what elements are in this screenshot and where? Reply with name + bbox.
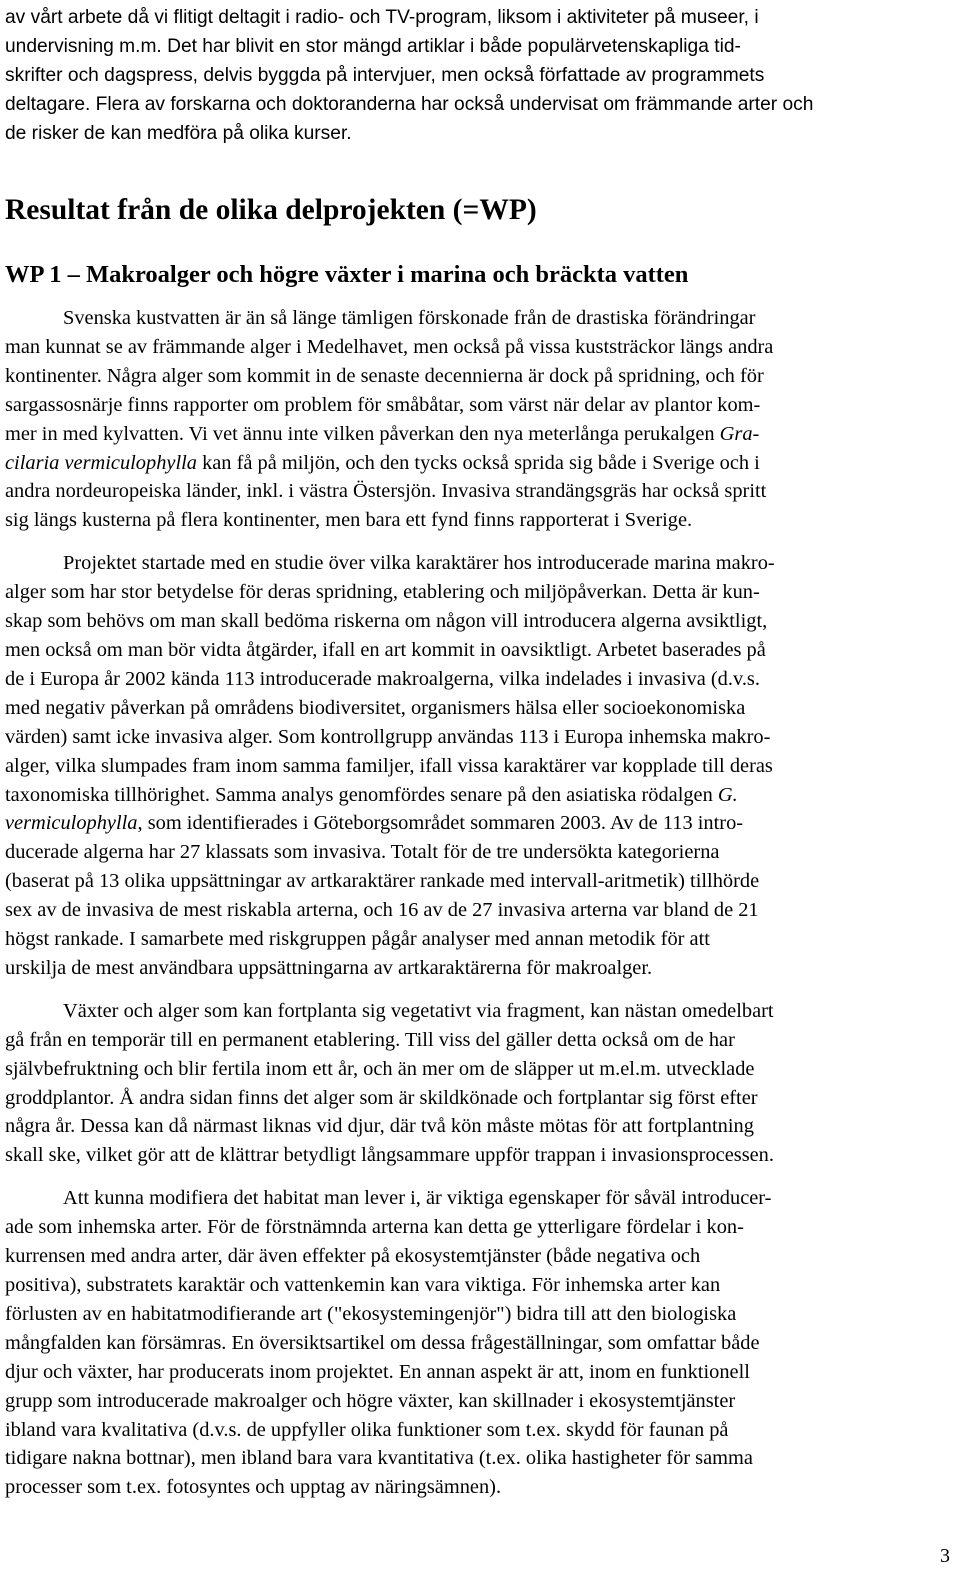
intro-paragraph — [5, 3, 953, 148]
text-line — [5, 420, 953, 449]
subsection-heading: WP 1 – Makroalger och högre växter i marina och bräckta vatten — [5, 261, 689, 288]
text-line: skrifter och dagspress, delvis byggda på intervjuer, men också författade av programmets — [5, 65, 765, 86]
text-line: mångfalden kan försämras. En översiktsartikel om dessa frågeställningar, som omfattar både — [5, 1331, 760, 1354]
text-line: skall ske, vilket gör att de klättrar betydligt långsammare uppför trappan i invasionsprocessen. — [5, 1144, 774, 1167]
text-line: djur och växter, har producerats inom projektet. En annan aspekt är att, inom en funktionell — [5, 1360, 750, 1383]
page-number: 3 — [940, 1545, 950, 1567]
text-span: , som identifierades i Göteborgsområdet sommaren 2003. Av de 113 intro- — [137, 812, 744, 835]
text-line: kurrensen med andra arter, där även effekter på ekosystemtjänster (både negativa och — [5, 1245, 701, 1268]
text-line: andra nordeuropeiska länder, inkl. i västra Östersjön. Invasiva strandängsgräs har också spritt — [5, 480, 767, 503]
text-line: grupp som introducerade makroalger och högre växter, kan skillnader i ekosystemtjänster — [5, 1389, 736, 1412]
text-line: Växter och alger som kan fortplanta sig vegetativt via fragment, kan nästan omedelbart — [63, 999, 774, 1022]
paragraph-4 — [5, 1184, 953, 1502]
text-line — [5, 809, 953, 838]
text-line: urskilja de mest användbara uppsättningarna av artkaraktärerna för makroalger. — [5, 956, 653, 979]
text-line: de i Europa år 2002 kända 113 introducerade makroalgerna, vilka indelades i invasiva (d.v.s. — [5, 667, 760, 690]
text-line: med negativ påverkan på områdens biodiversitet, organismers hälsa eller socioekonomiska — [5, 696, 746, 719]
species-name: cilaria vermiculophylla — [5, 451, 197, 474]
text-line: men också om man bör vidta åtgärder, ifall en art kommit in oavsiktligt. Arbetet baserades på — [5, 638, 766, 661]
text-line — [5, 781, 953, 810]
species-name: Gra- — [719, 422, 760, 445]
text-line — [5, 449, 953, 478]
paragraph-3 — [5, 997, 953, 1170]
text-line: processer som t.ex. fotosyntes och upptag av näringsämnen). — [5, 1476, 502, 1499]
text-line: ade som inhemska arter. För de förstnämnda arterna kan detta ge ytterligare fördelar i kon- — [5, 1216, 744, 1239]
text-line: förlusten av en habitatmodifierande art ("ekosystemingenjör") bidra till att den biologiska — [5, 1302, 737, 1325]
text-line: de risker de kan medföra på olika kurser. — [5, 123, 352, 144]
text-line: (baserat på 13 olika uppsättningar av artkaraktärer rankade med intervall-aritmetik) tillhörde — [5, 870, 760, 893]
text-line: av vårt arbete då vi flitigt deltagit i radio- och TV-program, liksom i aktiviteter på museer, i — [5, 7, 759, 28]
text-line: ibland vara kvalitativa (d.v.s. de uppfyller olika funktioner som t.ex. skydd för faunan på — [5, 1418, 729, 1441]
text-span: kan få på miljön, och den tycks också sprida sig både i Sverige och i — [196, 451, 760, 474]
text-line: alger som har stor betydelse för deras spridning, etablering och miljöpåverkan. Detta är kun- — [5, 581, 760, 604]
document-page — [5, 0, 953, 1502]
text-line: sex av de invasiva de mest riskabla arterna, och 16 av de 27 invasiva arterna var bland de 21 — [5, 899, 759, 922]
text-line: sargassosnärje finns rapporter om problem för småbåtar, som värst när delar av plantor kom- — [5, 393, 761, 416]
text-line: deltagare. Flera av forskarna och doktoranderna har också undervisat om främmande arter och — [5, 94, 814, 115]
text-line: värden) samt icke invasiva alger. Som kontrollgrupp användas 113 i Europa inhemska makro- — [5, 725, 771, 748]
text-span: taxonomiska tillhörighet. Samma analys genomfördes senare på den asiatiska rödalgen — [5, 783, 718, 806]
text-line: Projektet startade med en studie över vilka karaktärer hos introducerade marina makro- — [63, 552, 775, 575]
text-line: undervisning m.m. Det har blivit en stor mängd artiklar i både populärvetenskapliga tid- — [5, 36, 741, 57]
species-name: G. — [717, 783, 738, 806]
text-line: gå från en temporär till en permanent etablering. Till viss del gäller detta också om de har — [5, 1028, 735, 1051]
paragraph-2 — [5, 549, 953, 983]
text-line: tidigare nakna bottnar), men ibland bara vara kvantitativa (t.ex. olika hastigheter för samma — [5, 1447, 753, 1470]
text-line: skap som behövs om man skall bedöma riskerna om någon vill introducera algerna avsiktligt, — [5, 610, 768, 633]
text-line: sig längs kusterna på flera kontinenter, men bara ett fynd finns rapporterat i Sverige. — [5, 509, 693, 532]
text-line: man kunnat se av främmande alger i Medelhavet, men också på vissa kuststräckor längs andra — [5, 335, 774, 358]
text-line: ducerade algerna har 27 klassats som invasiva. Totalt för de tre undersökta kategorierna — [5, 841, 720, 864]
text-line: positiva), substratets karaktär och vattenkemin kan vara viktiga. För inhemska arter kan — [5, 1274, 721, 1296]
text-line: alger, vilka slumpades fram inom samma familjer, ifall vissa karaktärer var kopplade till deras — [5, 754, 773, 777]
text-span: mer in med kylvatten. Vi vet ännu inte vilken påverkan den nya meterlånga perukalgen — [5, 422, 720, 445]
text-line: några år. Dessa kan då närmast liknas vid djur, där två kön måste mötas för att fortplantning — [5, 1115, 754, 1138]
text-line: groddplantor. Å andra sidan finns det alger som är skildkönade och fortplantar sig först efter — [5, 1086, 758, 1109]
text-line: Svenska kustvatten är än så länge tämligen förskonade från de drastiska förändringar — [63, 307, 756, 329]
paragraph-1 — [5, 304, 953, 535]
text-line: högst rankade. I samarbete med riskgruppen pågår analyser med annan metodik för att — [5, 928, 710, 951]
text-line: kontinenter. Några alger som kommit in de senaste decennierna är dock på spridning, och för — [5, 364, 764, 387]
text-line: självbefruktning och blir fertila inom ett år, och än mer om de släpper ut m.el.m. utvecklade — [5, 1057, 755, 1080]
section-heading: Resultat från de olika delprojekten (=WP) — [5, 194, 537, 226]
species-name: vermiculophylla — [5, 812, 138, 835]
text-line: Att kunna modifiera det habitat man lever i, är viktiga egenskaper för såväl introducer- — [63, 1187, 772, 1210]
